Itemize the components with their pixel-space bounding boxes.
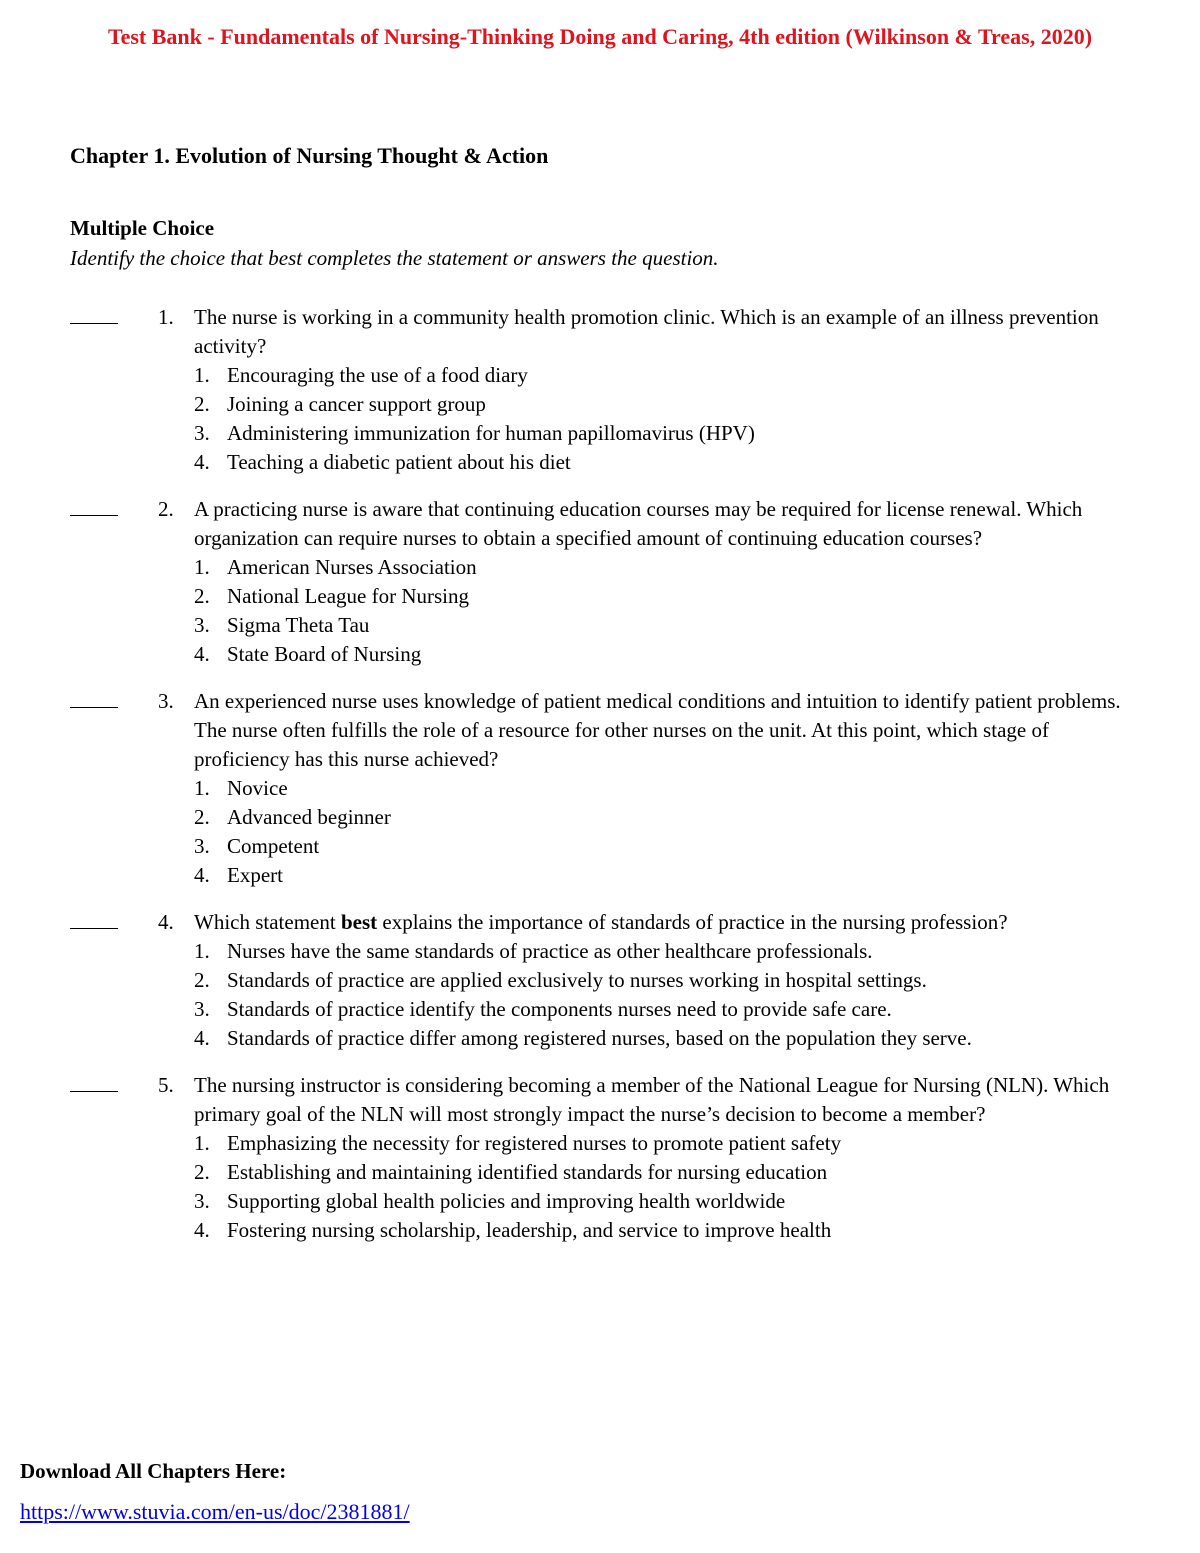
question-number: 1. (158, 305, 174, 329)
question-2 (0, 495, 1200, 669)
option-text: Standards of practice are applied exclusively to nurses working in hospital settings. (227, 968, 927, 992)
option-item (194, 419, 1129, 448)
question-stem (194, 908, 1129, 937)
option-number: 4. (194, 863, 210, 887)
option-number: 2. (194, 805, 210, 829)
option-number: 3. (194, 834, 210, 858)
option-text: Expert (227, 863, 283, 887)
option-item (194, 448, 1129, 477)
question-stem: The nursing instructor is considering becoming a member of the National League for Nursing (NLN). Which primary goal of the NLN will most strongly impact the nurse’s decision to become a member? (194, 1073, 1110, 1126)
option-item (194, 1024, 1129, 1053)
option-text: Teaching a diabetic patient about his diet (227, 450, 571, 474)
option-item (194, 832, 1129, 861)
option-number: 3. (194, 997, 210, 1021)
question-stem-emphasis: best (340, 910, 378, 934)
option-list (194, 774, 1129, 890)
question-1 (0, 303, 1200, 477)
option-text: Encouraging the use of a food diary (227, 363, 528, 387)
option-item (194, 1158, 1129, 1187)
option-item (194, 995, 1129, 1024)
option-item (194, 640, 1129, 669)
option-number: 4. (194, 450, 210, 474)
option-item (194, 861, 1129, 890)
option-number: 3. (194, 1189, 210, 1213)
option-list (194, 361, 1129, 477)
option-list (194, 937, 1129, 1053)
option-number: 1. (194, 555, 210, 579)
option-text: Fostering nursing scholarship, leadership, and service to improve health (227, 1218, 832, 1242)
option-number: 3. (194, 421, 210, 445)
question-number: 3. (158, 689, 174, 713)
option-number: 1. (194, 776, 210, 800)
option-number: 4. (194, 1026, 210, 1050)
option-list (194, 553, 1129, 669)
option-text: Standards of practice differ among registered nurses, based on the population they serve. (227, 1026, 972, 1050)
option-item (194, 361, 1129, 390)
chapter-title: Chapter 1. Evolution of Nursing Thought & Action (70, 143, 549, 168)
question-stem: A practicing nurse is aware that continuing education courses may be required for license renewal. Which organization can require nurses to obtain a specified amount of continuing education courses? (194, 497, 1083, 550)
download-link[interactable]: https://www.stuvia.com/en-us/doc/2381881/ (20, 1499, 410, 1524)
option-item (194, 937, 1129, 966)
option-item (194, 582, 1129, 611)
option-number: 2. (194, 1160, 210, 1184)
document-header-title: Test Bank - Fundamentals of Nursing-Thinking Doing and Caring, 4th edition (Wilkinson & Treas, 2020) (107, 24, 1093, 49)
option-text: Nurses have the same standards of practice as other healthcare professionals. (227, 939, 873, 963)
option-number: 1. (194, 1131, 210, 1155)
option-number: 2. (194, 584, 210, 608)
question-3 (0, 687, 1200, 890)
option-text: Joining a cancer support group (227, 392, 486, 416)
option-text: American Nurses Association (227, 555, 477, 579)
option-text: Novice (227, 776, 288, 800)
option-number: 4. (194, 1218, 210, 1242)
option-list (194, 1129, 1129, 1245)
option-item (194, 1187, 1129, 1216)
option-item (194, 390, 1129, 419)
option-item (194, 803, 1129, 832)
option-text: Sigma Theta Tau (227, 613, 370, 637)
answer-blank[interactable] (70, 515, 118, 516)
question-stem-end: explains the importance of standards of practice in the nursing profession? (377, 910, 1008, 934)
option-number: 3. (194, 613, 210, 637)
option-item (194, 774, 1129, 803)
option-number: 1. (194, 939, 210, 963)
option-text: Advanced beginner (227, 805, 391, 829)
option-item (194, 966, 1129, 995)
option-text: Establishing and maintaining identified standards for nursing education (227, 1160, 828, 1184)
question-number: 5. (158, 1073, 174, 1097)
section-heading: Multiple Choice (70, 216, 215, 240)
question-number: 2. (158, 497, 174, 521)
instructions-text: Identify the choice that best completes the statement or answers the question. (70, 246, 719, 270)
question-4 (0, 908, 1200, 1053)
option-text: Administering immunization for human papillomavirus (HPV) (227, 421, 755, 445)
option-text: National League for Nursing (227, 584, 470, 608)
question-list (0, 303, 1200, 1263)
question-number: 4. (158, 910, 174, 934)
answer-blank[interactable] (70, 928, 118, 929)
option-item (194, 611, 1129, 640)
option-number: 1. (194, 363, 210, 387)
option-text: Supporting global health policies and improving health worldwide (227, 1189, 786, 1213)
option-number: 4. (194, 642, 210, 666)
question-5 (0, 1071, 1200, 1245)
option-number: 2. (194, 392, 210, 416)
answer-blank[interactable] (70, 707, 118, 708)
option-item (194, 1216, 1129, 1245)
answer-blank[interactable] (70, 323, 118, 324)
option-item (194, 553, 1129, 582)
option-text: Competent (227, 834, 320, 858)
download-label: Download All Chapters Here: (20, 1459, 287, 1483)
answer-blank[interactable] (70, 1091, 118, 1092)
question-stem-start: Which statement (194, 910, 341, 934)
option-number: 2. (194, 968, 210, 992)
question-stem: An experienced nurse uses knowledge of patient medical conditions and intuition to identify patient problems. The nurse often fulfills the role of a resource for other nurses on the unit. At this point, which stage of proficiency has this nurse achieved? (194, 689, 1121, 771)
option-item (194, 1129, 1129, 1158)
option-text: Standards of practice identify the components nurses need to provide safe care. (227, 997, 892, 1021)
option-text: Emphasizing the necessity for registered nurses to promote patient safety (227, 1131, 842, 1155)
option-text: State Board of Nursing (227, 642, 422, 666)
question-stem: The nurse is working in a community health promotion clinic. Which is an example of an illness prevention activity? (194, 305, 1099, 358)
